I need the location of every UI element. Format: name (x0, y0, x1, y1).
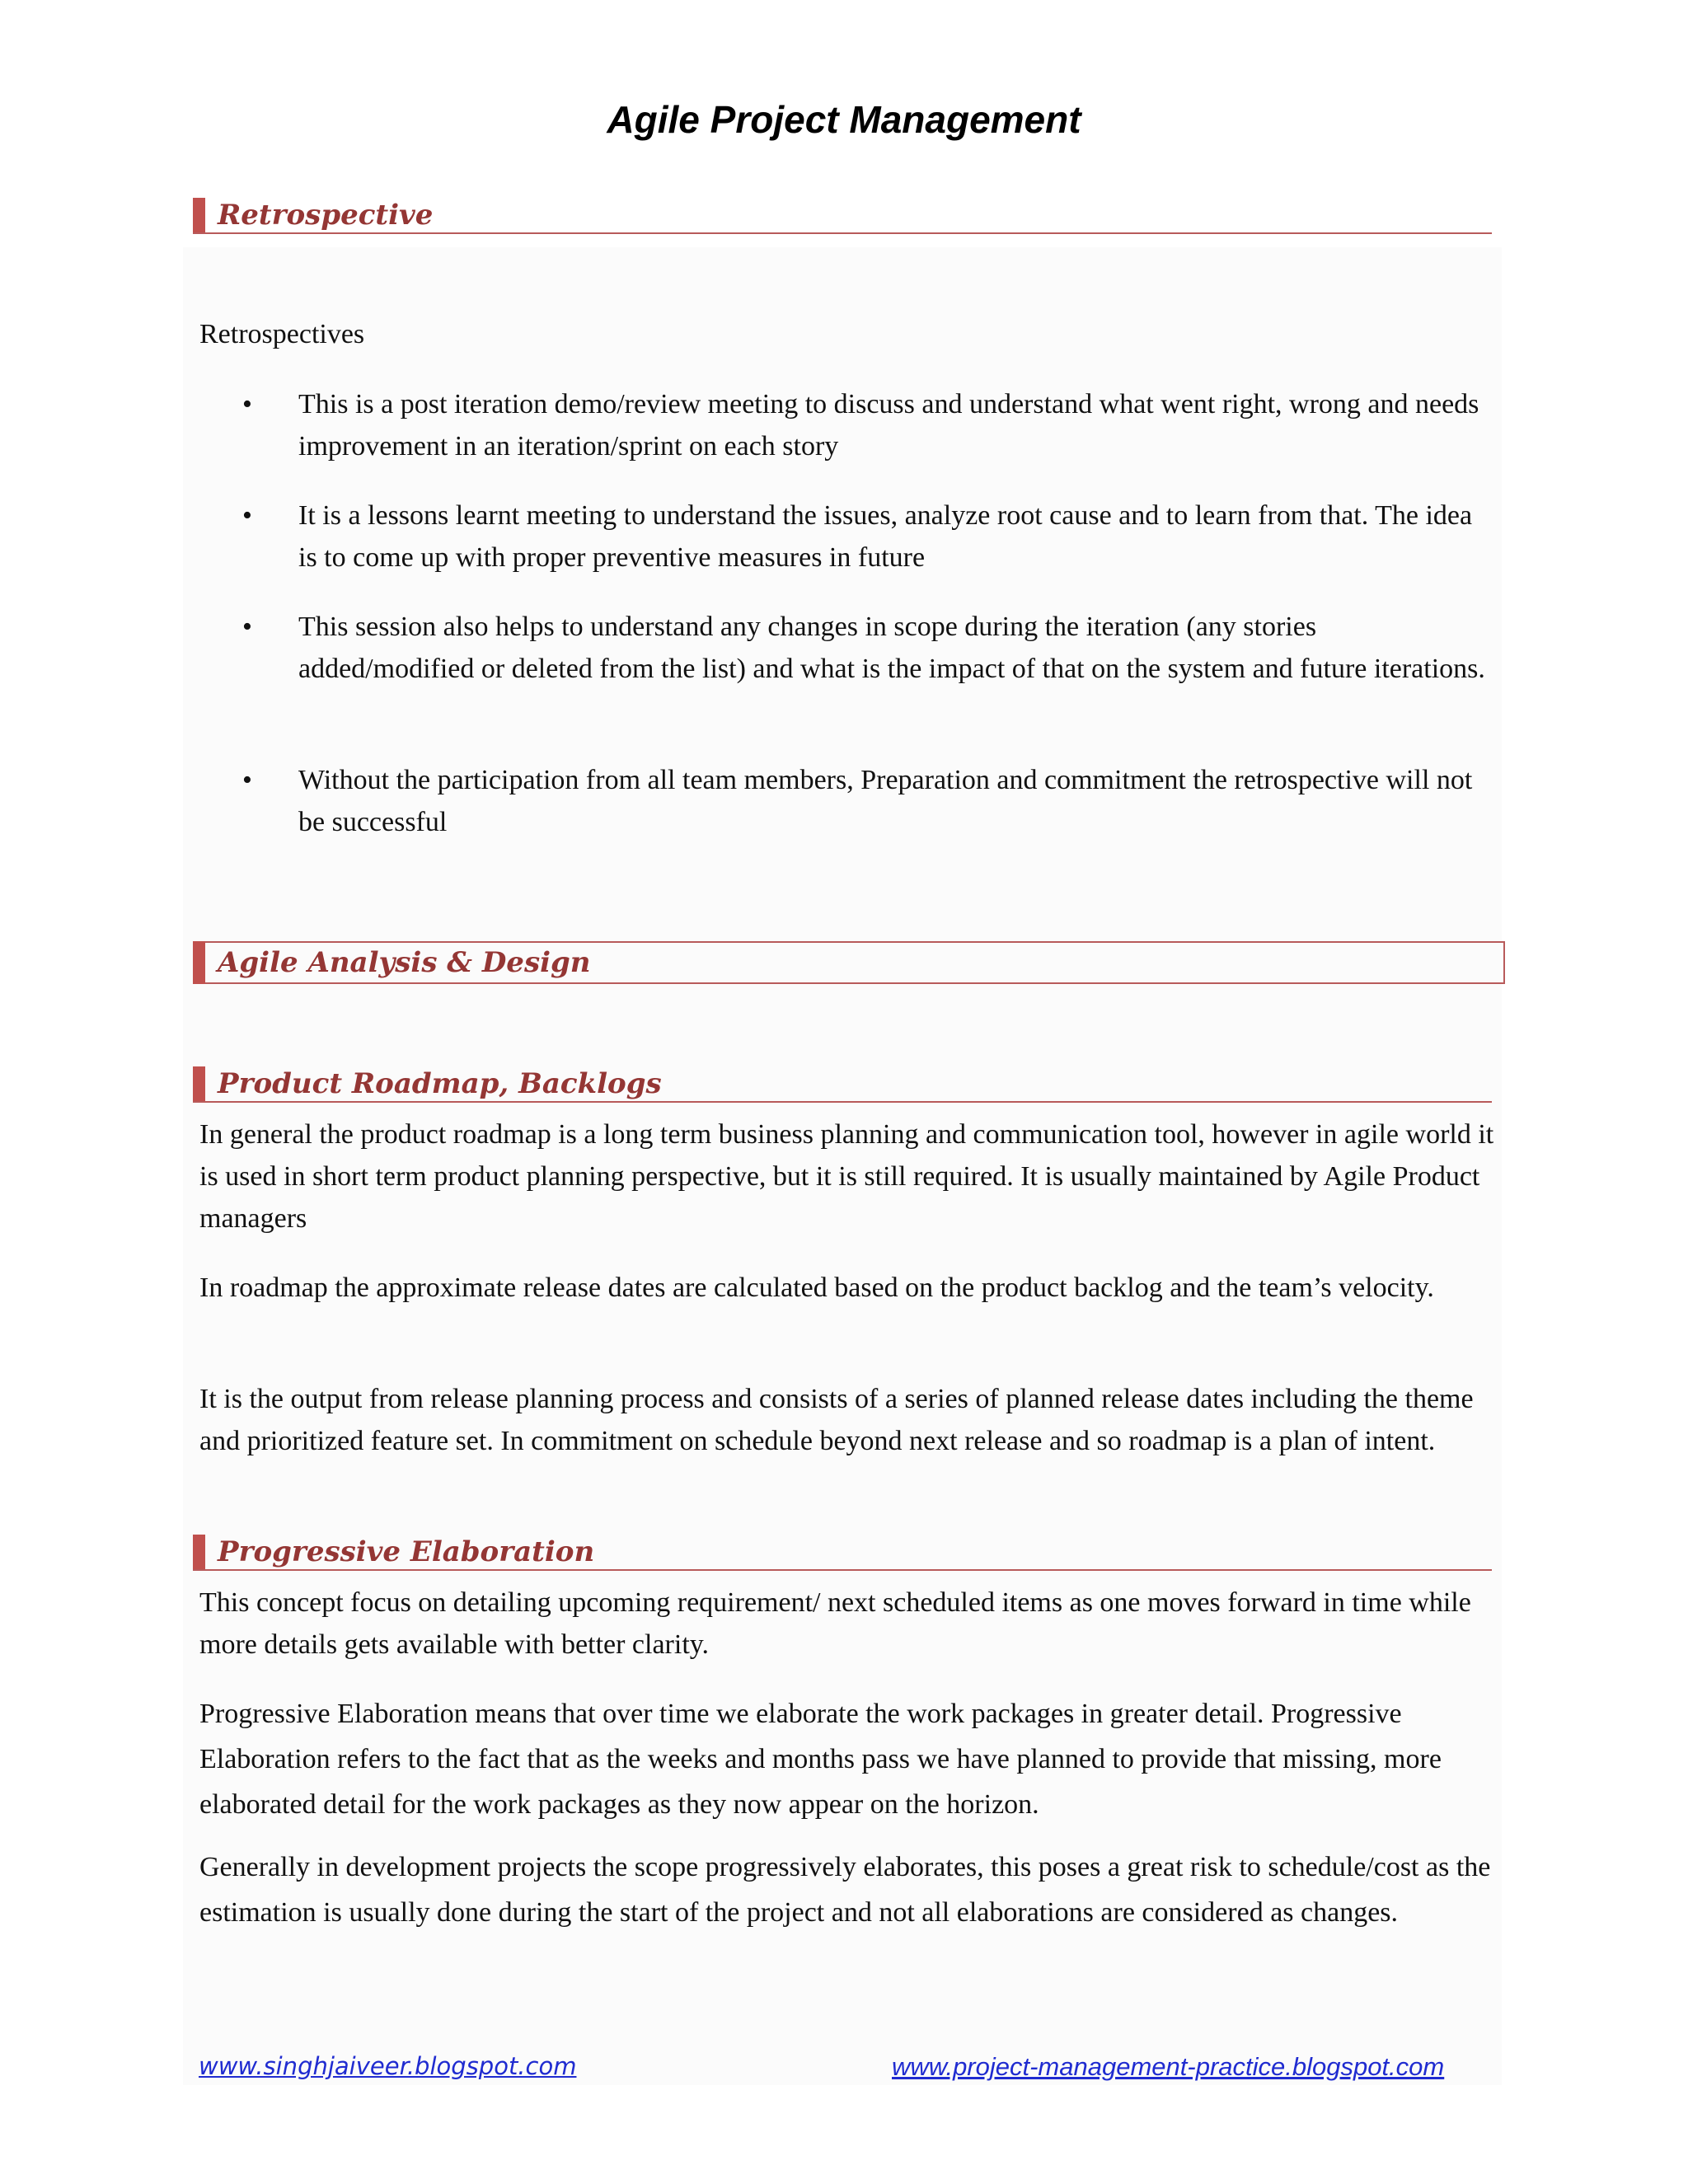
progressive-paragraph: This concept focus on detailing upcoming requirement/ next scheduled items as one moves forward in time while more details gets available with better clarity. (199, 1587, 1471, 1660)
section-heading-roadmap (193, 1066, 1492, 1103)
bullet-icon: • (242, 389, 252, 419)
document-title: Agile Project Management (607, 98, 1081, 141)
bullet-icon: • (242, 612, 252, 642)
section-heading-label: Progressive Elaboration (218, 1535, 595, 1568)
section-heading-label: Agile Analysis & Design (218, 946, 591, 979)
heading-accent-bar (193, 941, 205, 984)
roadmap-paragraph: In general the product roadmap is a long term business planning and communication tool, however in agile world it is used in short term product planning perspective, but it is still required. It is usually maintained by Agile Product managers (199, 1119, 1494, 1234)
section-heading-label: Retrospective (218, 199, 434, 232)
progressive-paragraph: Progressive Elaboration means that over time we elaborate the work packages in greater detail. Progressive Elaboration refers to the fact that as the weeks and months pass we have planned to provide that missing, more elaborated detail for the work packages as they now appear on the horizon. (199, 1699, 1442, 1820)
heading-accent-bar (193, 198, 205, 232)
heading-accent-bar (193, 1066, 205, 1101)
roadmap-paragraph: In roadmap the approximate release dates are calculated based on the product backlog and the team’s velocity. (199, 1272, 1434, 1303)
roadmap-paragraph: It is the output from release planning process and consists of a series of planned release dates including the theme and prioritized feature set. In commitment on schedule beyond next release and so roadmap is a plan of intent. (199, 1384, 1474, 1456)
progressive-paragraph: Generally in development projects the scope progressively elaborates, this poses a great risk to schedule/cost as the estimation is usually done during the start of the project and not all elaborations are considered as changes. (199, 1852, 1491, 1928)
list-item-text: This is a post iteration demo/review meeting to discuss and understand what went right, wrong and needs improvement in an iteration/sprint on each story (298, 389, 1479, 462)
heading-accent-bar (193, 1535, 205, 1569)
section-heading-retrospective (193, 198, 1492, 234)
retrospective-intro: Retrospectives (199, 319, 365, 349)
footer-link-practice-blog[interactable]: www.project-management-practice.blogspot.com (892, 2052, 1445, 2081)
list-item-text: It is a lessons learnt meeting to understand the issues, analyze root cause and to learn from that. The idea is to come up with proper preventive measures in future (298, 500, 1473, 573)
footer-link-blog[interactable]: www.singhjaiveer.blogspot.com (199, 2052, 577, 2080)
bullet-icon: • (242, 765, 252, 795)
section-heading-progressive (193, 1535, 1492, 1571)
list-item-text: This session also helps to understand any changes in scope during the iteration (any stories added/modified or deleted from the list) and what is the impact of that on the system and future iterations. (298, 612, 1485, 684)
section-heading-analysis-design (193, 941, 1505, 984)
section-heading-label: Product Roadmap, Backlogs (218, 1067, 662, 1100)
list-item-text: Without the participation from all team members, Preparation and commitment the retrospective will not be successful (298, 765, 1473, 837)
bullet-icon: • (242, 500, 252, 531)
